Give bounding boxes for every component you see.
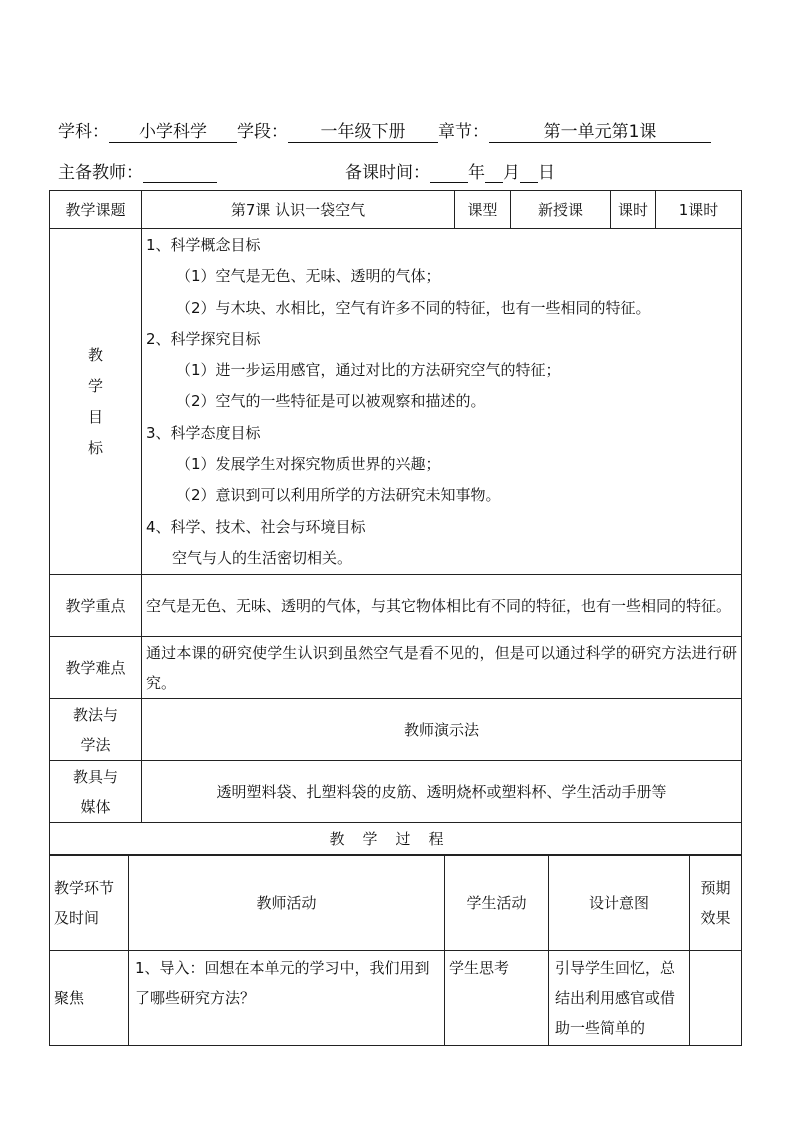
- month-unit: 月: [503, 163, 520, 183]
- topic-label: 教学课题: [50, 191, 142, 229]
- method-label: [50, 699, 142, 761]
- objective-heading: 1、科学概念目标: [146, 236, 261, 254]
- method-row: [50, 699, 742, 761]
- key-point-text: 空气是无色、无味、透明的气体，与其它物体相比有不同的特征，也有一些相同的特征。: [142, 575, 742, 637]
- year-blank: [430, 162, 468, 183]
- topic-row: [50, 191, 742, 229]
- process-teacher-activity: 1、导入：回想在本单元的学习中，我们用到了哪些研究方法？: [129, 951, 445, 1046]
- stage-label: 学段：: [237, 122, 288, 142]
- month-blank: [485, 162, 503, 183]
- teacher-value: [143, 162, 217, 183]
- objective-item: 空气与人的生活密切相关。: [172, 548, 353, 567]
- col-stage-header: [50, 856, 129, 951]
- type-value: 新授课: [511, 191, 611, 229]
- media-label-line: 媒体: [80, 797, 111, 816]
- year-unit: 年: [468, 163, 485, 183]
- objective-item: （2）与木块、水相比，空气有许多不同的特征，也有一些相同的特征。: [176, 298, 651, 317]
- objectives-row: [50, 229, 742, 575]
- lesson-info-table: [49, 190, 742, 855]
- difficulty-label: 教学难点: [50, 637, 142, 699]
- method-label-line: 学法: [80, 735, 111, 754]
- objectives-content: [142, 229, 742, 575]
- process-row: [50, 951, 742, 1046]
- hours-label: 课时: [611, 191, 656, 229]
- col-teacher-header: 教师活动: [129, 856, 445, 951]
- day-unit: 日: [538, 163, 555, 183]
- col-stage-line: 教学环节: [54, 879, 115, 897]
- type-label: 课型: [455, 191, 511, 229]
- key-point-label: 教学重点: [50, 575, 142, 637]
- method-text: 教师演示法: [142, 699, 742, 761]
- col-stage-line: 及时间: [54, 909, 100, 927]
- process-intent: 引导学生回忆，总结出利用感官或借助一些简单的: [549, 951, 690, 1046]
- objective-item: （1）进一步运用感官，通过对比的方法研究空气的特征；: [176, 361, 561, 380]
- objective-item: （1）空气是无色、无味、透明的气体；: [176, 267, 441, 286]
- objective-item: （2）空气的一些特征是可以被观察和描述的。: [176, 392, 486, 411]
- chapter-label: 章节：: [438, 122, 489, 142]
- objective-heading: 3、科学态度目标: [146, 423, 261, 442]
- objective-heading: 4、科学、技术、社会与环境目标: [146, 517, 366, 536]
- date-label: 备课时间：: [345, 163, 430, 183]
- subject-label: 学科：: [58, 122, 109, 142]
- process-student-activity: 学生思考: [445, 951, 549, 1046]
- difficulty-row: [50, 637, 742, 699]
- objective-item: （2）意识到可以利用所学的方法研究未知事物。: [176, 486, 501, 505]
- process-header-row: [50, 856, 742, 951]
- method-label-line: 教法与: [72, 705, 118, 724]
- col-student-header: 学生活动: [445, 856, 549, 951]
- objectives-label-char: 目: [87, 407, 103, 426]
- header-line-1: [58, 117, 711, 143]
- objective-heading: 2、科学探究目标: [146, 329, 261, 348]
- stage-value: 一年级下册: [288, 122, 438, 143]
- key-point-row: [50, 575, 742, 637]
- subject-value: 小学科学: [109, 122, 237, 143]
- objective-item: （1）发展学生对探究物质世界的兴趣；: [176, 455, 441, 474]
- media-row: [50, 761, 742, 823]
- col-effect-line: 预期: [700, 879, 731, 897]
- col-effect-line: 效果: [700, 909, 731, 927]
- chapter-value: 第一单元第1课: [489, 122, 711, 143]
- header-line-2: [58, 158, 217, 183]
- process-table: [49, 855, 742, 1046]
- col-intent-header: 设计意图: [549, 856, 690, 951]
- process-stage: 聚焦: [50, 951, 129, 1046]
- col-effect-header: [690, 856, 742, 951]
- topic-value: 第7课 认识一袋空气: [142, 191, 455, 229]
- media-text: 透明塑料袋、扎塑料袋的皮筋、透明烧杯或塑料杯、学生活动手册等: [142, 761, 742, 823]
- objectives-label-char: 教: [87, 345, 103, 364]
- teacher-label: 主备教师：: [58, 163, 143, 183]
- hours-value: 1课时: [656, 191, 742, 229]
- objectives-label-char: 学: [87, 376, 103, 395]
- process-title-row: [50, 823, 742, 855]
- media-label-line: 教具与: [72, 767, 118, 786]
- process-title: 教学过程: [50, 823, 742, 855]
- difficulty-text: 通过本课的研究使学生认识到虽然空气是看不见的，但是可以通过科学的研究方法进行研究。: [142, 637, 742, 699]
- date-line: [345, 158, 555, 183]
- process-effect: [690, 951, 742, 1046]
- objectives-label-char: 标: [87, 438, 103, 457]
- objectives-label: [50, 229, 142, 575]
- media-label: [50, 761, 142, 823]
- day-blank: [520, 162, 538, 183]
